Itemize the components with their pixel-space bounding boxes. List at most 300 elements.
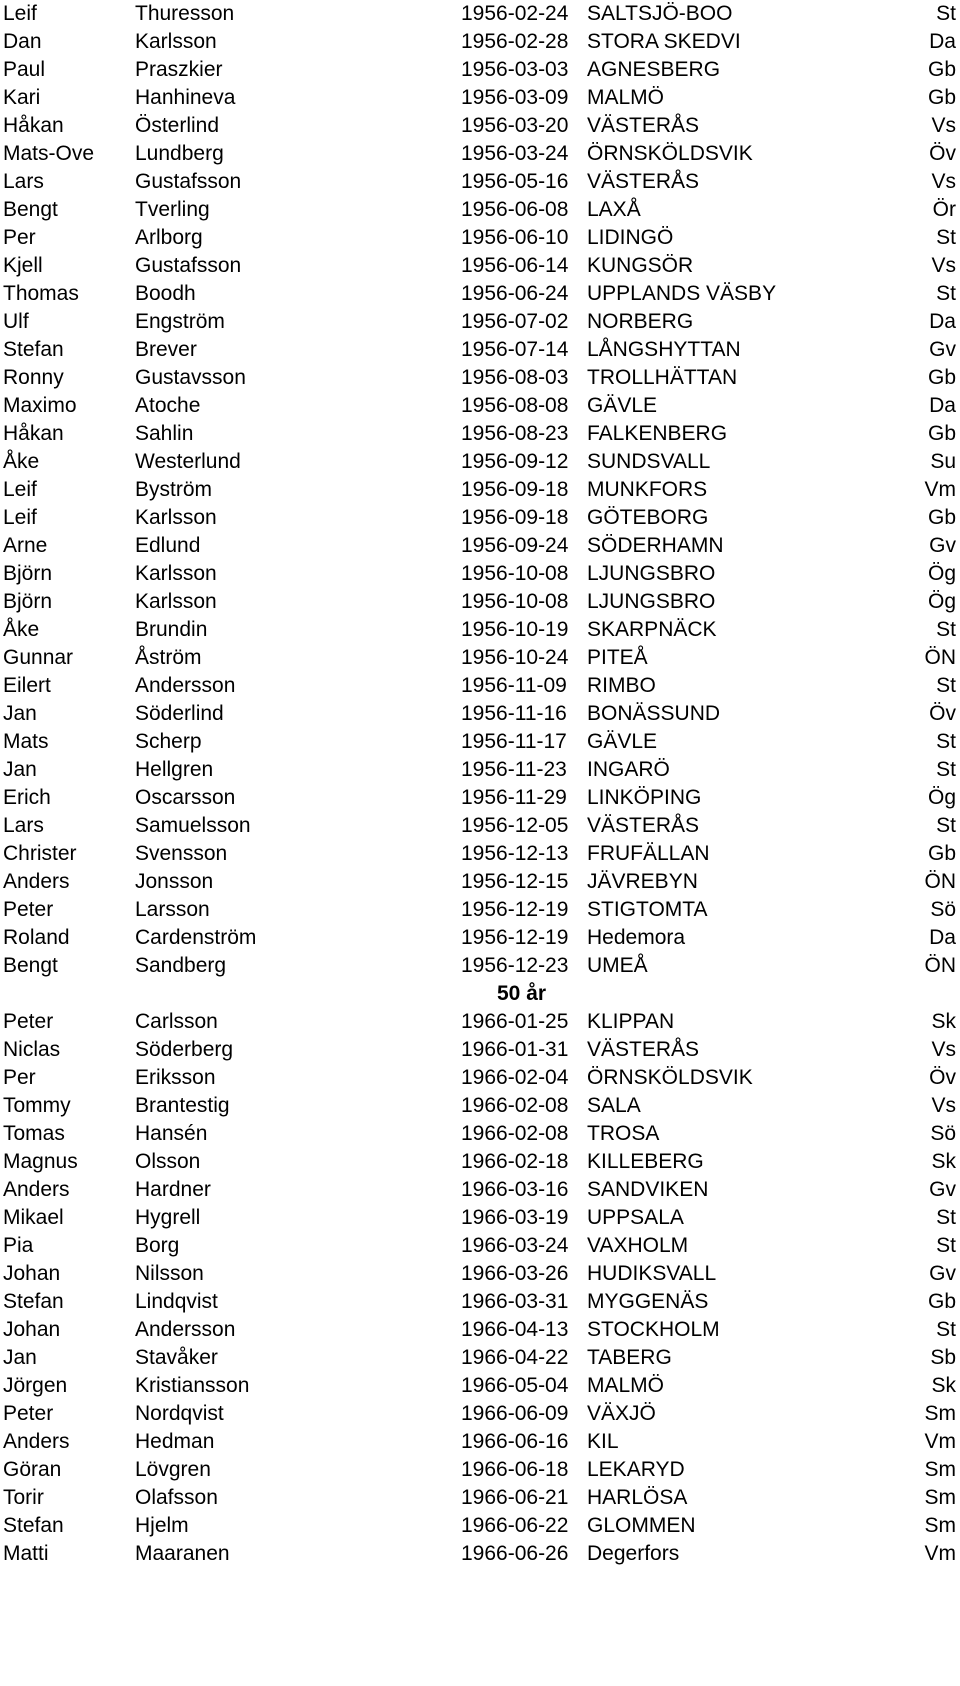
list-row [0, 392, 960, 420]
place: VÄXJÖ [587, 1402, 656, 1425]
place: STOCKHOLM [587, 1318, 720, 1341]
birth-date: 1956-07-14 [461, 338, 569, 361]
county-code: Gb [927, 1290, 956, 1313]
birth-date: 1966-02-08 [461, 1122, 569, 1145]
county-code: ÖN [924, 870, 956, 893]
place: SALA [587, 1094, 641, 1117]
first-name: Leif [3, 506, 37, 529]
first-name: Pia [3, 1234, 34, 1257]
list-row [0, 1036, 960, 1064]
last-name: Kristiansson [135, 1374, 250, 1397]
birth-date: 1956-03-09 [461, 86, 569, 109]
birth-date: 1966-06-26 [461, 1542, 569, 1565]
last-name: Svensson [135, 842, 228, 865]
first-name: Bengt [3, 198, 58, 221]
county-code: St [936, 282, 956, 305]
county-code: Ög [927, 590, 956, 613]
list-row [0, 728, 960, 756]
last-name: Hanhineva [135, 86, 236, 109]
place: LJUNGSBRO [587, 590, 716, 613]
birth-date: 1956-07-02 [461, 310, 569, 333]
county-code: Vm [924, 1542, 956, 1565]
list-row [0, 504, 960, 532]
county-code: Gv [929, 534, 956, 557]
first-name: Per [3, 226, 36, 249]
birth-date: 1966-04-22 [461, 1346, 569, 1369]
birth-date: 1966-01-25 [461, 1010, 569, 1033]
county-code: ÖN [924, 646, 956, 669]
first-name: Jan [3, 702, 37, 725]
list-row [0, 560, 960, 588]
list-row [0, 784, 960, 812]
birth-date: 1956-03-20 [461, 114, 569, 137]
first-name: Dan [3, 30, 42, 53]
section-1966 [0, 1008, 960, 1568]
first-name: Niclas [3, 1038, 61, 1061]
birth-date: 1956-08-08 [461, 394, 569, 417]
birth-date: 1966-02-08 [461, 1094, 569, 1117]
place: UMEÅ [587, 954, 648, 977]
place: HARLÖSA [587, 1486, 688, 1509]
first-name: Maximo [3, 394, 77, 417]
list-row [0, 308, 960, 336]
first-name: Jan [3, 758, 37, 781]
first-name: Jan [3, 1346, 37, 1369]
county-code: Da [929, 310, 956, 333]
county-code: Gv [929, 338, 956, 361]
list-row [0, 1148, 960, 1176]
county-code: Sö [930, 1122, 956, 1145]
place: ÖRNSKÖLDSVIK [587, 142, 753, 165]
last-name: Olsson [135, 1150, 201, 1173]
county-code: St [936, 618, 956, 641]
county-code: Sm [924, 1514, 956, 1537]
county-code: Sk [931, 1010, 956, 1033]
last-name: Borg [135, 1234, 180, 1257]
last-name: Byström [135, 478, 213, 501]
county-code: Gb [927, 842, 956, 865]
birth-date: 1956-12-13 [461, 842, 569, 865]
place: SALTSJÖ-BOO [587, 2, 733, 25]
county-code: Vm [924, 1430, 956, 1453]
first-name: Bengt [3, 954, 58, 977]
last-name: Sahlin [135, 422, 194, 445]
first-name: Mikael [3, 1206, 64, 1229]
county-code: Öv [929, 702, 956, 725]
county-code: Gv [929, 1178, 956, 1201]
list-row [0, 1176, 960, 1204]
list-row [0, 1484, 960, 1512]
first-name: Kjell [3, 254, 43, 277]
county-code: Sk [931, 1374, 956, 1397]
birth-date: 1966-05-04 [461, 1374, 569, 1397]
last-name: Andersson [135, 674, 236, 697]
first-name: Åke [3, 450, 40, 473]
last-name: Jonsson [135, 870, 214, 893]
place: TROLLHÄTTAN [587, 366, 738, 389]
county-code: Gb [927, 422, 956, 445]
last-name: Andersson [135, 1318, 236, 1341]
place: SÖDERHAMN [587, 534, 724, 557]
first-name: Anders [3, 870, 70, 893]
place: SANDVIKEN [587, 1178, 709, 1201]
county-code: Gv [929, 1262, 956, 1285]
place: RIMBO [587, 674, 656, 697]
first-name: Leif [3, 2, 37, 25]
birth-date: 1966-06-09 [461, 1402, 569, 1425]
last-name: Lindqvist [135, 1290, 218, 1313]
county-code: Sb [930, 1346, 956, 1369]
list-row [0, 0, 960, 28]
county-code: St [936, 814, 956, 837]
first-name: Thomas [3, 282, 79, 305]
list-row [0, 616, 960, 644]
county-code: Da [929, 926, 956, 949]
place: LEKARYD [587, 1458, 685, 1481]
last-name: Atoche [135, 394, 201, 417]
place: TABERG [587, 1346, 672, 1369]
last-name: Eriksson [135, 1066, 216, 1089]
birth-date: 1956-02-24 [461, 2, 569, 25]
list-row [0, 1372, 960, 1400]
last-name: Sandberg [135, 954, 227, 977]
last-name: Maaranen [135, 1542, 230, 1565]
birth-date: 1956-11-09 [461, 674, 567, 697]
county-code: Vs [931, 170, 956, 193]
first-name: Roland [3, 926, 70, 949]
county-code: Vs [931, 114, 956, 137]
last-name: Larsson [135, 898, 210, 921]
birth-date: 1966-02-18 [461, 1150, 569, 1173]
list-row [0, 1008, 960, 1036]
list-row [0, 924, 960, 952]
last-name: Brundin [135, 618, 208, 641]
last-name: Engström [135, 310, 225, 333]
county-code: St [936, 2, 956, 25]
place: LIDINGÖ [587, 226, 674, 249]
place: Degerfors [587, 1542, 680, 1565]
birth-date: 1966-03-26 [461, 1262, 569, 1285]
county-code: Gb [927, 506, 956, 529]
first-name: Ulf [3, 310, 29, 333]
county-code: ÖN [924, 954, 956, 977]
place: VAXHOLM [587, 1234, 689, 1257]
list-row [0, 84, 960, 112]
first-name: Håkan [3, 422, 64, 445]
birth-date: 1956-10-19 [461, 618, 569, 641]
place: LJUNGSBRO [587, 562, 716, 585]
place: NORBERG [587, 310, 694, 333]
place: KIL [587, 1430, 619, 1453]
list-row [0, 532, 960, 560]
birth-date: 1966-06-16 [461, 1430, 569, 1453]
county-code: Öv [929, 142, 956, 165]
first-name: Per [3, 1066, 36, 1089]
county-code: St [936, 1234, 956, 1257]
county-code: Öv [929, 1066, 956, 1089]
birth-date: 1956-09-18 [461, 506, 569, 529]
place: BONÄSSUND [587, 702, 721, 725]
list-row [0, 1456, 960, 1484]
place: TROSA [587, 1122, 660, 1145]
birth-date: 1966-02-04 [461, 1066, 569, 1089]
list-row [0, 56, 960, 84]
last-name: Hellgren [135, 758, 214, 781]
last-name: Edlund [135, 534, 201, 557]
county-code: Sm [924, 1402, 956, 1425]
birth-date: 1956-03-03 [461, 58, 569, 81]
list-row [0, 756, 960, 784]
place: VÄSTERÅS [587, 1038, 700, 1061]
first-name: Mats [3, 730, 49, 753]
last-name: Stavåker [135, 1346, 218, 1369]
list-row [0, 252, 960, 280]
place: SUNDSVALL [587, 450, 711, 473]
first-name: Björn [3, 562, 53, 585]
first-name: Arne [3, 534, 48, 557]
first-name: Gunnar [3, 646, 74, 669]
list-row [0, 588, 960, 616]
place: PITEÅ [587, 646, 648, 669]
county-code: St [936, 758, 956, 781]
county-code: Su [930, 450, 956, 473]
birth-date: 1956-09-18 [461, 478, 569, 501]
last-name: Nordqvist [135, 1402, 224, 1425]
county-code: Gb [927, 58, 956, 81]
list-row [0, 1512, 960, 1540]
first-name: Leif [3, 478, 37, 501]
list-row [0, 1232, 960, 1260]
list-row [0, 112, 960, 140]
birth-date: 1956-11-17 [461, 730, 567, 753]
place: FRUFÄLLAN [587, 842, 710, 865]
list-row [0, 644, 960, 672]
place: VÄSTERÅS [587, 170, 700, 193]
last-name: Hansén [135, 1122, 208, 1145]
first-name: Erich [3, 786, 51, 809]
birth-date: 1966-06-22 [461, 1514, 569, 1537]
first-name: Tomas [3, 1122, 65, 1145]
county-code: Vm [924, 478, 956, 501]
birth-date: 1956-08-03 [461, 366, 569, 389]
first-name: Eilert [3, 674, 51, 697]
first-name: Stefan [3, 1514, 64, 1537]
birth-date: 1956-12-19 [461, 898, 569, 921]
list-row [0, 1120, 960, 1148]
county-code: Ög [927, 786, 956, 809]
list-row [0, 1540, 960, 1568]
last-name: Karlsson [135, 30, 217, 53]
birth-date: 1956-08-23 [461, 422, 569, 445]
place: INGARÖ [587, 758, 670, 781]
place: KLIPPAN [587, 1010, 675, 1033]
list-row [0, 868, 960, 896]
place: HUDIKSVALL [587, 1262, 717, 1285]
first-name: Paul [3, 58, 46, 81]
place: GÄVLE [587, 730, 658, 753]
list-row [0, 448, 960, 476]
last-name: Arlborg [135, 226, 203, 249]
place: STIGTOMTA [587, 898, 708, 921]
list-row [0, 1260, 960, 1288]
place: Hedemora [587, 926, 686, 949]
place: GÖTEBORG [587, 506, 709, 529]
birth-date: 1956-10-24 [461, 646, 569, 669]
county-code: St [936, 1318, 956, 1341]
last-name: Karlsson [135, 562, 217, 585]
first-name: Björn [3, 590, 53, 613]
list-row [0, 700, 960, 728]
first-name: Christer [3, 842, 77, 865]
birth-date: 1966-03-24 [461, 1234, 569, 1257]
last-name: Gustavsson [135, 366, 246, 389]
list-row [0, 140, 960, 168]
birth-date: 1956-12-15 [461, 870, 569, 893]
first-name: Johan [3, 1318, 61, 1341]
first-name: Matti [3, 1542, 49, 1565]
birth-date: 1956-09-24 [461, 534, 569, 557]
county-code: Ör [932, 198, 956, 221]
birth-date: 1956-11-16 [461, 702, 567, 725]
first-name: Lars [3, 814, 44, 837]
birth-date: 1956-12-19 [461, 926, 569, 949]
first-name: Lars [3, 170, 44, 193]
place: KILLEBERG [587, 1150, 704, 1173]
first-name: Stefan [3, 1290, 64, 1313]
birth-date: 1966-03-16 [461, 1178, 569, 1201]
place: FALKENBERG [587, 422, 728, 445]
place: UPPSALA [587, 1206, 684, 1229]
place: ÖRNSKÖLDSVIK [587, 1066, 753, 1089]
last-name: Samuelsson [135, 814, 251, 837]
birth-date: 1956-05-16 [461, 170, 569, 193]
last-name: Hardner [135, 1178, 211, 1201]
list-row [0, 28, 960, 56]
county-code: Da [929, 394, 956, 417]
birth-date: 1956-11-23 [461, 758, 567, 781]
last-name: Scherp [135, 730, 202, 753]
list-row [0, 952, 960, 980]
first-name: Peter [3, 1402, 54, 1425]
first-name: Kari [3, 86, 41, 109]
birth-date: 1966-04-13 [461, 1318, 569, 1341]
last-name: Brantestig [135, 1094, 230, 1117]
county-code: Sö [930, 898, 956, 921]
last-name: Oscarsson [135, 786, 236, 809]
last-name: Cardenström [135, 926, 257, 949]
birth-date: 1956-06-24 [461, 282, 569, 305]
birth-date: 1956-03-24 [461, 142, 569, 165]
last-name: Carlsson [135, 1010, 218, 1033]
county-code: St [936, 226, 956, 249]
last-name: Praszkier [135, 58, 223, 81]
county-code: Da [929, 30, 956, 53]
last-name: Westerlund [135, 450, 241, 473]
list-row [0, 1316, 960, 1344]
first-name: Peter [3, 898, 54, 921]
birth-date: 1966-01-31 [461, 1038, 569, 1061]
last-name: Hjelm [135, 1514, 189, 1537]
county-code: St [936, 1206, 956, 1229]
county-code: Ög [927, 562, 956, 585]
county-code: St [936, 674, 956, 697]
place: MALMÖ [587, 86, 665, 109]
county-code: Sm [924, 1486, 956, 1509]
place: UPPLANDS VÄSBY [587, 282, 777, 305]
last-name: Thuresson [135, 2, 235, 25]
last-name: Lövgren [135, 1458, 211, 1481]
first-name: Håkan [3, 114, 64, 137]
county-code: Vs [931, 254, 956, 277]
list-row [0, 196, 960, 224]
place: MUNKFORS [587, 478, 708, 501]
place: AGNESBERG [587, 58, 721, 81]
county-code: Gb [927, 86, 956, 109]
county-code: St [936, 730, 956, 753]
birth-date: 1956-06-08 [461, 198, 569, 221]
first-name: Mats-Ove [3, 142, 95, 165]
list-row [0, 1092, 960, 1120]
last-name: Olafsson [135, 1486, 218, 1509]
last-name: Nilsson [135, 1262, 204, 1285]
last-name: Brever [135, 338, 197, 361]
place: LÅNGSHYTTAN [587, 338, 741, 361]
list-row [0, 280, 960, 308]
list-row [0, 1400, 960, 1428]
place: MYGGENÄS [587, 1290, 709, 1313]
list-row [0, 1428, 960, 1456]
last-name: Boodh [135, 282, 196, 305]
list-row [0, 1288, 960, 1316]
first-name: Göran [3, 1458, 62, 1481]
county-code: Gb [927, 366, 956, 389]
first-name: Peter [3, 1010, 54, 1033]
birth-date: 1956-12-05 [461, 814, 569, 837]
first-name: Torir [3, 1486, 44, 1509]
last-name: Åström [135, 646, 202, 669]
birth-date: 1956-06-10 [461, 226, 569, 249]
list-row [0, 1204, 960, 1232]
birth-date: 1966-06-18 [461, 1458, 569, 1481]
first-name: Anders [3, 1430, 70, 1453]
list-row [0, 224, 960, 252]
list-row [0, 364, 960, 392]
last-name: Österlind [135, 114, 220, 137]
list-row [0, 336, 960, 364]
first-name: Tommy [3, 1094, 71, 1117]
birth-date: 1956-06-14 [461, 254, 569, 277]
list-row [0, 840, 960, 868]
list-row [0, 812, 960, 840]
first-name: Åke [3, 618, 40, 641]
first-name: Stefan [3, 338, 64, 361]
birth-date: 1956-12-23 [461, 954, 569, 977]
county-code: Sm [924, 1458, 956, 1481]
place: VÄSTERÅS [587, 814, 700, 837]
birth-date: 1966-06-21 [461, 1486, 569, 1509]
list-row [0, 1064, 960, 1092]
county-code: Sk [931, 1150, 956, 1173]
county-code: Vs [931, 1094, 956, 1117]
birth-date: 1956-11-29 [461, 786, 567, 809]
last-name: Söderberg [135, 1038, 234, 1061]
birth-date: 1956-09-12 [461, 450, 569, 473]
place: LAXÅ [587, 198, 641, 221]
place: LINKÖPING [587, 786, 702, 809]
place: JÄVREBYN [587, 870, 698, 893]
first-name: Johan [3, 1262, 61, 1285]
last-name: Karlsson [135, 590, 217, 613]
